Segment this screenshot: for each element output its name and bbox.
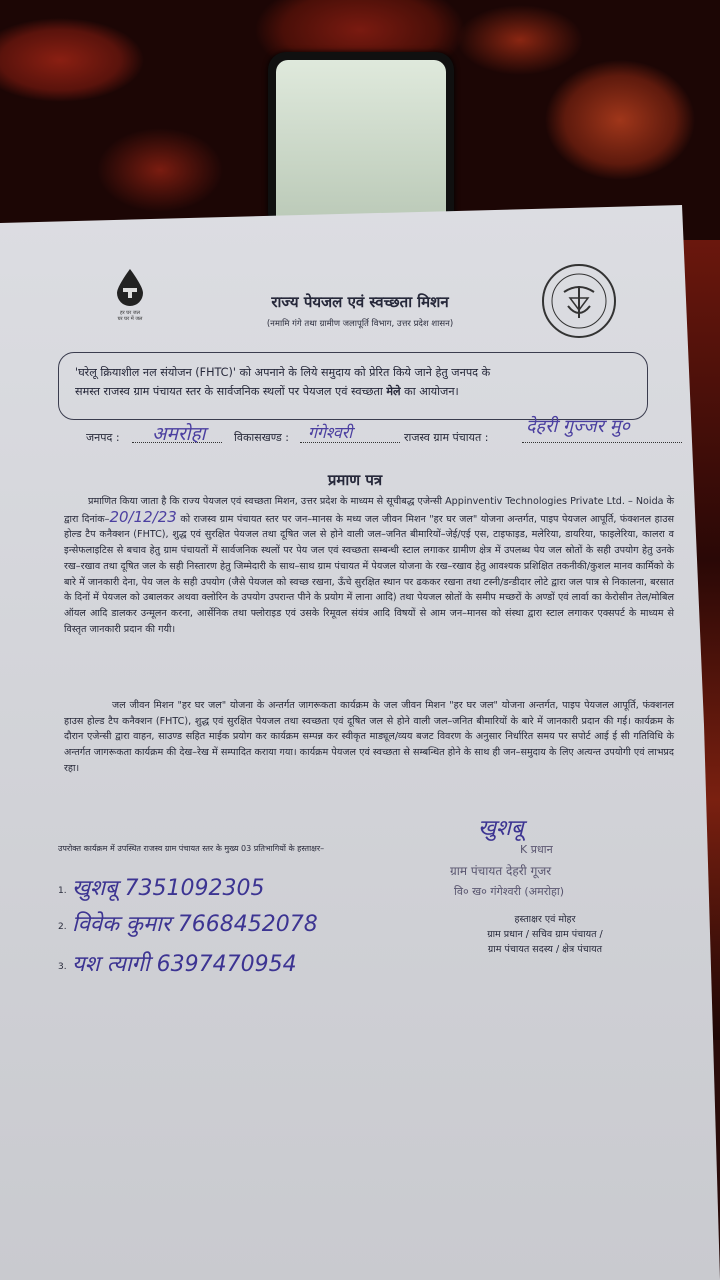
sign-line-2: ग्राम प्रधान / सचिव ग्राम पंचायत / [487, 929, 603, 940]
certificate-paragraph-1 [64, 494, 674, 637]
certificate-title: प्रमाण पत्र [327, 471, 383, 489]
logo-caption: हर घर जल घर घर में जल [117, 310, 143, 322]
mission-subtitle: (नमामि गंगे तथा ग्रामीण जलापूर्ति विभाग, उत्तर प्रदेश शासन) [266, 319, 454, 329]
banner-line-2-end: का आयोजन। [400, 385, 459, 398]
attendee-number: 2. [58, 922, 67, 932]
sign-line-1: हस्ताक्षर एवं मोहर [514, 914, 576, 925]
panchayat-value: देहरी गुज्जर मु० [526, 416, 630, 437]
attendee-row-3 [58, 948, 398, 978]
phone-device [268, 52, 454, 230]
sign-line-3: ग्राम पंचायत सदस्य / क्षेत्र पंचायत [487, 944, 603, 955]
attendee-number: 1. [58, 886, 67, 896]
district-label: जनपद : [86, 431, 120, 444]
district-value: अमरोहा [152, 423, 206, 445]
banner-line-2-text: समस्त राजस्व ग्राम पंचायत स्तर के सार्वजनिक स्थलों पर पेयजल एवं स्वच्छता [75, 385, 387, 398]
up-government-seal-icon [540, 262, 618, 340]
banner-line-1: 'घरेलू क्रियाशील नल संयोजन (FHTC)' को अपनाने के लिये समुदाय को प्रेरित किये जाने हेतु जनपद के [75, 366, 491, 379]
attendees-note: उपरोक्त कार्यक्रम में उपस्थित राजस्व ग्राम पंचायत स्तर के मुख्य 03 प्रतिभागियों के हस्ताक्षर– [58, 844, 325, 853]
block-value: गंगेश्वरी [308, 423, 353, 442]
signature-designation [430, 912, 660, 957]
stamp-line-3: वि० ख० गंगेश्वरी (अमरोहा) [454, 885, 565, 898]
certificate-paragraph-2: जल जीवन मिशन "हर घर जल" योजना के अन्तर्गत जागरूकता कार्यक्रम के जल जीवन मिशन "हर घर जल" योजना अन्तर्गत, पाइप पेयजल आपूर्ति, फंक्शनल हाउस होल्ड टैप कनैक्शन (FHTC), शुद्ध एवं सुरक्षित पेयजल तथा स्वच्छता एवं दूषित जल से होने वाली जल–जनित बीमारियों के बारे में जानकारी प्रदान की गई। कार्यक्रम के दौरान एजेन्सी द्वारा वाहन, साउण्ड सहित माईक प्रयोग कर कार्यक्रम सम्पन्न कर स्वीकृत माड्यूल/व्यय बजट विवरण के अनुसार निर्धारित समय पर सपोर्ट आई ई सी गतिविधि के अन्तर्गत जागरूकता कार्यक्रम की देख–रेख में सम्पादित कराया गया। कार्यक्रम पेयजल एवं स्वच्छता से सम्बन्धित होने के साथ ही जन–समुदाय के लिए अत्यन्त उपयोगी एवं लाभप्रद रहा। [64, 700, 674, 774]
panchayat-dots [522, 442, 682, 443]
block-label: विकासखण्ड : [234, 431, 290, 444]
para1-rest: को राजस्व ग्राम पंचायत स्तर पर जन–मानस के मध्य जल जीवन मिशन "हर घर जल" योजना अन्तर्गत, पाइप पेयजल आपूर्ति, फंक्शनल हाउस होल्ड टैप कनैक्शन (FHTC), शुद्ध एवं सुरक्षित पेयजल तथा दूषित जल से होने वाली जल–जनित बीमारियों–जेई/एई एस, टाइफाइड, मलेरिया, डायरिया, फाइलेरिया, कालरा व इन्सेफलाइटिस से बचाव हेतु ग्राम पंचायतों में सार्वजनिक स्थलों पर पेय जल एवं स्वच्छता सम्बन्धी स्टाल लगाकर ग्रामीण क्षेत्र में उपलब्ध पेय जल स्रोतों के सही उपयोग हेतु उनके रख–रखाव तथा दूषित जल के सही निस्तारण हेतु जिम्मेदारी के साथ–साथ ग्राम पंचायत में पेयजल योजना के रख–रखाव हेतु आवश्यक प्रशिक्षित तकनीकी/कुशल मानव कार्मिको के बारे में जानकारी देना, पेय जल के सही उपयोग (जैसे पेयजल को स्वच्छ रखना, ऊँचे सुरक्षित स्थान पर ढककर रखना तथा टस्नी/डन्डीदार लोटे द्वारा जल पात्र से निकालना, बरसात के दिनों में पेयजल को उबालकर अथवा क्लोरिन के उपयोग उपरान्त पीने के प्रयोग में लाना आदि) तथा पेयजल स्रोतों के समीप मच्छरों के अण्डों एवं लार्वा का केरोसीन तेल/मोबिल ऑयल आदि डालकर उन्मूलन करना, आर्सेनिक तथा फ्लोराइड एवं उसके रिमूवल संयंत्र आदि विषयों से आम जन–मानस को संस्था द्वारा स्टाल लगाकर एक्सपर्ट के माध्यम से विस्तृत जानकारी प्रदान की गयी। [64, 513, 674, 635]
stamp-signature: खुशबू [478, 816, 524, 841]
water-drop-icon [115, 268, 145, 306]
attendee-entry: खुशबू 7351092305 [72, 876, 265, 901]
panchayat-label: राजस्व ग्राम पंचायत : [404, 431, 489, 444]
har-ghar-jal-logo [98, 268, 162, 322]
pradhan-stamp [450, 812, 670, 912]
attendee-number: 3. [58, 962, 67, 972]
location-fields [86, 416, 686, 450]
banner-line-2 [75, 382, 635, 401]
phone-screen [276, 60, 446, 230]
event-banner [58, 352, 648, 420]
event-date: 20/12/23 [109, 507, 177, 526]
stamp-line-1: K प्रधान [520, 843, 553, 856]
para1-start: प्रमाणित किया जाता है कि राज्य पेयजल एवं स्वच्छता मिशन, उत्तर प्रदेश के माध्यम से सूचीबद्ध एजेन्सी Appinventiv Technologies Private Ltd. – Noida के द्वारा दिनांक– [64, 496, 674, 525]
attendee-entry: यश त्यागी 6397470954 [72, 952, 297, 977]
mission-title: राज्य पेयजल एवं स्वच्छता मिशन [271, 293, 449, 311]
attendee-row-2 [58, 908, 398, 938]
stamp-line-2: ग्राम पंचायत देहरी गूजर [450, 864, 552, 878]
attendee-entry: विवेक कुमार 7668452078 [72, 912, 318, 937]
banner-mela: मेले [386, 385, 401, 398]
attendee-row-1 [58, 872, 398, 902]
